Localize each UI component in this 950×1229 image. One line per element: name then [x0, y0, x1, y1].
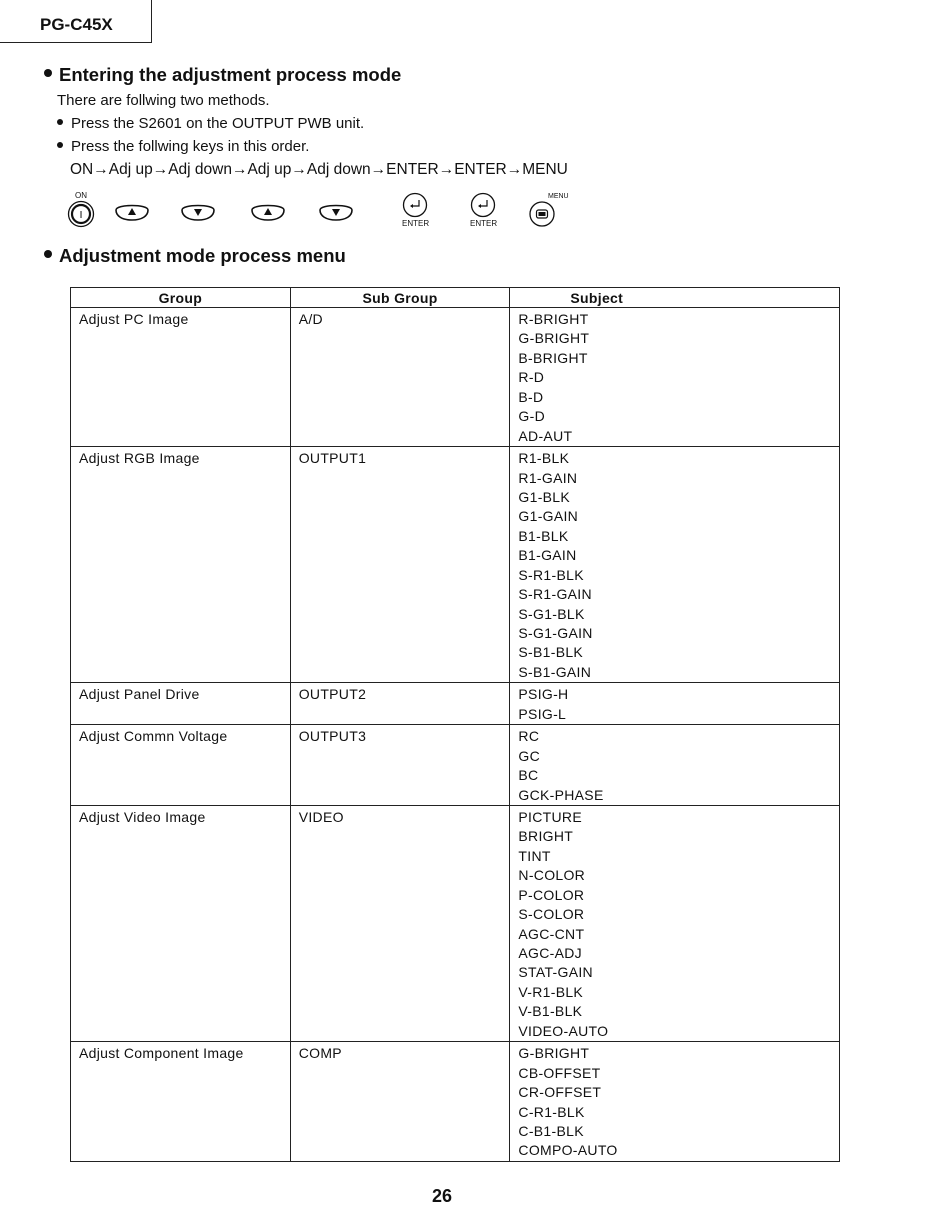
table-row [71, 447, 840, 683]
adj-down-key-icon [179, 201, 217, 223]
subject-item: B1-BLK [518, 527, 569, 544]
bullet-icon [44, 250, 52, 258]
table-row [71, 725, 840, 806]
enter-key-icon [402, 192, 428, 218]
table-header-row [71, 288, 840, 308]
section-title: Adjustment mode process menu [59, 245, 346, 266]
adj-down-key-icon [317, 201, 355, 223]
subject-item: B-D [518, 388, 544, 405]
adjustment-menu-table [70, 287, 840, 1162]
subject-item: R1-BLK [518, 450, 570, 467]
subject-item: GC [518, 747, 541, 764]
subject-item: S-COLOR [518, 906, 585, 923]
subject-item: PSIG-H [518, 686, 569, 703]
group-cell: Adjust Video Image [71, 805, 291, 1041]
subject-item: AGC-ADJ [518, 945, 582, 961]
subject-item: C-B1-BLK [518, 1122, 584, 1139]
subject-item: G-BRIGHT [518, 330, 590, 347]
subgroup-cell: A/D [290, 308, 510, 447]
enter-key-icon [470, 192, 496, 218]
subject-item: PICTURE [518, 808, 582, 825]
table-row [71, 805, 840, 1041]
method-1 [57, 115, 364, 132]
enter-key-label: ENTER [402, 219, 430, 228]
subject-item: B1-GAIN [518, 547, 577, 564]
method-1-text: Press the S2601 on the OUTPUT PWB unit. [71, 115, 365, 132]
subject-item: R-D [518, 369, 545, 386]
table-body [71, 308, 840, 1162]
menu-key-label: MENU [548, 193, 569, 200]
subgroup-cell: VIDEO [290, 805, 510, 1041]
subject-item: G-D [518, 408, 545, 425]
method-2-text: Press the follwing keys in this order. [71, 138, 310, 155]
subject-item: P-COLOR [518, 886, 585, 903]
subgroup-cell: COMP [290, 1042, 510, 1162]
subject-item: VIDEO-AUTO [518, 1022, 609, 1039]
group-cell: Adjust Panel Drive [71, 683, 291, 725]
subgroup-cell: OUTPUT2 [290, 683, 510, 725]
power-on-key-icon [67, 200, 95, 228]
menu-key-icon [528, 200, 556, 228]
subject-item: CB-OFFSET [518, 1064, 601, 1081]
subject-item: S-G1-BLK [518, 605, 585, 622]
subject-item: G1-GAIN [518, 508, 579, 525]
subject-item: S-G1-GAIN [518, 625, 593, 641]
column-header-subject: Subject [510, 288, 840, 308]
table-row [71, 1042, 840, 1162]
enter-key-label: ENTER [470, 219, 498, 228]
intro-text: There are follwing two methods. [57, 92, 270, 109]
group-cell: Adjust PC Image [71, 308, 291, 447]
subject-item: RC [518, 728, 540, 745]
group-cell: Adjust RGB Image [71, 447, 291, 683]
subject-item: G1-BLK [518, 488, 571, 505]
adj-up-key-icon [249, 201, 287, 223]
subject-item: BC [518, 767, 539, 784]
on-key-symbol: I [79, 210, 83, 221]
subject-cell [510, 805, 840, 1041]
subject-item: V-B1-BLK [518, 1003, 583, 1020]
subject-item: GCK-PHASE [518, 786, 604, 803]
adj-up-key-icon [113, 201, 151, 223]
subject-cell [510, 447, 840, 683]
section-heading-menu [44, 245, 346, 267]
key-sequence: ON→Adj up→Adj down→Adj up→Adj down→ENTER→ENTER→MENU [70, 161, 568, 178]
subject-item: BRIGHT [518, 828, 574, 845]
group-cell: Adjust Component Image [71, 1042, 291, 1162]
subject-item: AD-AUT [518, 427, 573, 444]
subject-cell [510, 1042, 840, 1162]
column-header-group: Group [71, 288, 291, 308]
subject-item: S-B1-BLK [518, 644, 584, 661]
subject-item: N-COLOR [518, 867, 586, 884]
subgroup-cell: OUTPUT1 [290, 447, 510, 683]
subject-item: S-R1-BLK [518, 566, 584, 583]
section-heading-entering [44, 64, 401, 86]
group-cell: Adjust Commn Voltage [71, 725, 291, 806]
subject-item: S-B1-GAIN [518, 663, 592, 680]
subject-cell [510, 725, 840, 806]
subject-item: V-R1-BLK [518, 983, 584, 1000]
table-row [71, 683, 840, 725]
subject-cell [510, 308, 840, 447]
subject-item: PSIG-L [518, 705, 567, 722]
subject-item: COMPO-AUTO [518, 1142, 618, 1159]
subgroup-cell: OUTPUT3 [290, 725, 510, 806]
subject-item: B-BRIGHT [518, 349, 588, 366]
subject-cell [510, 683, 840, 725]
method-2 [57, 138, 309, 155]
subject-item: S-R1-GAIN [518, 586, 592, 603]
subject-item: TINT [518, 847, 551, 864]
subject-item: C-R1-BLK [518, 1103, 585, 1120]
subject-item: CR-OFFSET [518, 1084, 602, 1101]
on-key-label: ON [75, 191, 87, 200]
subject-item: AGC-CNT [518, 925, 585, 942]
page-number: 26 [431, 1186, 453, 1206]
column-header-subgroup: Sub Group [290, 288, 510, 308]
table-row [71, 308, 840, 447]
bullet-icon [44, 69, 52, 77]
bullet-icon [57, 142, 63, 148]
subject-item: STAT-GAIN [518, 964, 593, 981]
model-number: PG-C45X [40, 15, 113, 34]
bullet-icon [57, 119, 63, 125]
subject-item: R-BRIGHT [518, 311, 589, 327]
section-title: Entering the adjustment process mode [59, 64, 402, 85]
subject-item: R1-GAIN [518, 469, 578, 486]
subject-item: G-BRIGHT [518, 1045, 590, 1062]
